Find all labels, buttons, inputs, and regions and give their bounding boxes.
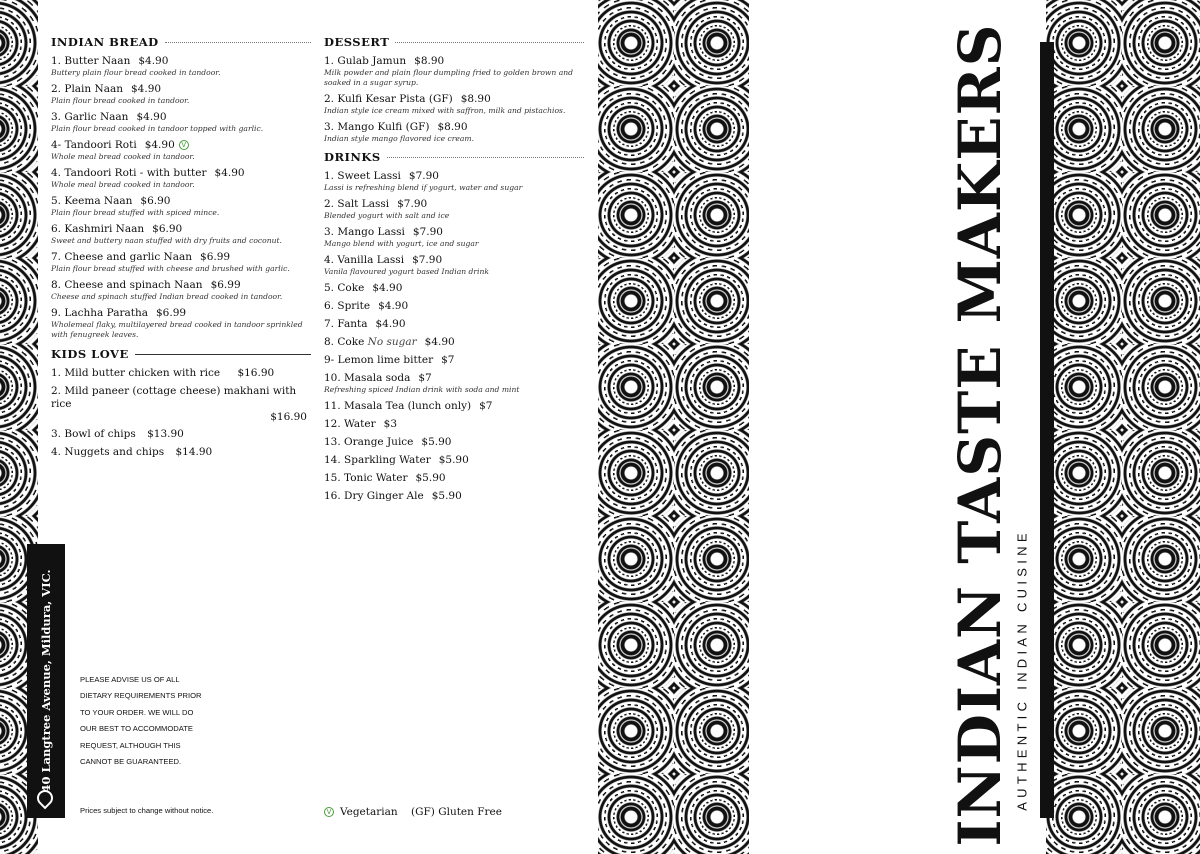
section-header-kids-love: [51, 346, 311, 362]
list-item: [324, 454, 584, 467]
item-name: Water: [344, 418, 376, 430]
item-number: 3.: [324, 121, 335, 133]
item-note: No sugar: [367, 336, 417, 348]
list-item: [324, 354, 584, 367]
item-name: Sparkling Water: [344, 454, 431, 466]
list-item: [324, 336, 584, 349]
item-price: $14.90: [175, 446, 213, 458]
item-description: Buttery plain flour bread cooked in tandoor.: [51, 68, 221, 77]
notice-line: TO YOUR ORDER. WE WILL DO: [80, 707, 194, 717]
item-name: Mild butter chicken with rice: [64, 367, 221, 379]
item-name: Vanilla Lassi: [337, 254, 405, 266]
item-name: Bowl of chips: [64, 428, 136, 440]
item-price: $8.90: [437, 121, 468, 133]
list-item: [51, 195, 311, 218]
item-price: $16.90: [270, 411, 307, 423]
list-item: [51, 111, 311, 134]
item-description: Vanila flavoured yogurt based Indian drink: [324, 267, 489, 276]
dietary-notice: [80, 672, 230, 770]
item-name: Orange Juice: [344, 436, 414, 448]
item-number: 4.: [51, 167, 62, 179]
item-number: 8.: [51, 279, 62, 291]
item-price: $6.90: [140, 195, 171, 207]
section-title: KIDS LOVE: [51, 347, 129, 361]
section-title: DRINKS: [324, 150, 381, 164]
item-description: Mango blend with yogurt, ice and sugar: [324, 239, 479, 248]
item-number: 13.: [324, 436, 341, 448]
item-price: $4.90: [131, 83, 162, 95]
item-name: Cheese and garlic Naan: [64, 251, 193, 263]
list-item: [324, 436, 584, 449]
menu-column-left: [51, 34, 311, 464]
prices-note: Prices subject to change without notice.: [80, 806, 214, 815]
item-name: Sprite: [337, 300, 371, 312]
item-name: Nuggets and chips: [64, 446, 165, 458]
list-item: [324, 198, 584, 221]
item-name: Gulab Jamun: [337, 55, 407, 67]
list-item: [324, 318, 584, 331]
item-name: Garlic Naan: [64, 111, 129, 123]
item-description: Plain flour bread cooked in tandoor.: [51, 96, 190, 105]
list-item: [51, 307, 311, 340]
item-description: Milk powder and plain flour dumpling fried to golden brown and soaked in a sugar syrup.: [324, 68, 573, 87]
item-name: Lemon lime bitter: [337, 354, 434, 366]
item-number: 4.: [51, 446, 62, 458]
dessert-list: [324, 55, 584, 144]
brand-title: INDIAN TASTE MAKERS: [946, 23, 1014, 847]
item-name: Lachha Paratha: [64, 307, 148, 319]
vegetarian-icon: V: [324, 807, 334, 817]
list-item: [324, 418, 584, 431]
item-name: Mild paneer (cottage cheese) makhani with rice: [51, 385, 297, 410]
brand-subtitle-panel: [1010, 520, 1034, 820]
menu-column-middle: [324, 34, 584, 508]
item-price: $13.90: [147, 428, 184, 440]
item-description: Plain flour bread cooked in tandoor topped with garlic.: [51, 124, 264, 133]
item-price: $6.99: [156, 307, 187, 319]
item-number: 1.: [324, 170, 335, 182]
item-number: 4.: [324, 254, 335, 266]
item-number: 1.: [324, 55, 335, 67]
item-price: $4.90: [424, 336, 455, 348]
item-name: Cheese and spinach Naan: [64, 279, 203, 291]
item-number: 9.: [51, 307, 62, 319]
list-item: [324, 55, 584, 88]
list-item: [51, 446, 311, 459]
item-number: 6.: [51, 223, 62, 235]
item-name: Mango Kulfi (GF): [337, 121, 430, 133]
item-description: Refreshing spiced Indian drink with soda and mint: [324, 385, 520, 394]
item-name: Masala Tea (lunch only): [344, 400, 472, 412]
item-description: Plain flour bread stuffed with spiced mince.: [51, 208, 220, 217]
item-price: $6.99: [200, 251, 231, 263]
section-header-dessert: [324, 34, 584, 50]
item-number: 1.: [51, 55, 62, 67]
kids-love-list: [51, 367, 311, 459]
item-name: Tonic Water: [344, 472, 408, 484]
gluten-free-label: (GF) Gluten Free: [411, 806, 502, 818]
item-price: $7.90: [397, 198, 428, 210]
item-number: 2.: [324, 93, 335, 105]
item-price: $4.90: [144, 139, 175, 151]
item-number: 7.: [51, 251, 62, 263]
section-title: DESSERT: [324, 35, 390, 49]
notice-line: PLEASE ADVISE US OF ALL: [80, 675, 180, 684]
item-price: $4.90: [378, 300, 409, 312]
item-price: $6.99: [210, 279, 241, 291]
item-price: $5.90: [438, 454, 469, 466]
item-number: 5.: [51, 195, 62, 207]
lace-pattern-middle: [598, 0, 749, 854]
notice-line: REQUEST, ALTHOUGH THIS: [80, 740, 181, 750]
item-price: $5.90: [415, 472, 446, 484]
item-number: 15.: [324, 472, 341, 484]
notice-line: CANNOT BE GUARANTEED.: [80, 757, 182, 767]
item-name: Sweet Lassi: [337, 170, 401, 182]
item-name: Dry Ginger Ale: [344, 490, 424, 502]
section-rule: [165, 42, 311, 43]
section-rule: [135, 354, 311, 355]
section-title: INDIAN BREAD: [51, 35, 159, 49]
item-number: 2.: [324, 198, 335, 210]
item-name: Plain Naan: [64, 83, 123, 95]
item-price: $5.90: [431, 490, 462, 502]
item-number: 4-: [51, 139, 62, 151]
vegetarian-icon: V: [179, 140, 189, 150]
list-item: [51, 83, 311, 106]
list-item: [324, 282, 584, 295]
section-header-indian-bread: [51, 34, 311, 50]
item-price: $5.90: [421, 436, 452, 448]
item-price: $4.90: [214, 167, 245, 179]
item-number: 5.: [324, 282, 335, 294]
item-price: $4.90: [136, 111, 167, 123]
item-number: 3.: [51, 111, 62, 123]
item-number: 3.: [51, 428, 62, 440]
item-name: Fanta: [337, 318, 368, 330]
item-name: Tandoori Roti - with butter: [64, 167, 207, 179]
section-rule: [395, 42, 584, 43]
item-name: Coke: [337, 282, 365, 294]
list-item: [324, 254, 584, 277]
list-item: [51, 279, 311, 302]
section-rule: [387, 157, 584, 158]
item-number: 12.: [324, 418, 341, 430]
notice-line: DIETARY REQUIREMENTS PRIOR: [80, 691, 202, 701]
decorative-bar: [1040, 42, 1054, 818]
item-name: Salt Lassi: [337, 198, 390, 210]
list-item: [324, 226, 584, 249]
item-name: Mango Lassi: [337, 226, 405, 238]
list-item: [51, 251, 311, 274]
list-item: [324, 300, 584, 313]
item-description: Sweet and buttery naan stuffed with dry fruits and coconut.: [51, 236, 282, 245]
list-item: [51, 55, 311, 78]
item-number: 3.: [324, 226, 335, 238]
item-number: 6.: [324, 300, 335, 312]
item-name: Kulfi Kesar Pista (GF): [337, 93, 453, 105]
item-description: Whole meal bread cooked in tandoor.: [51, 152, 195, 161]
list-item: [51, 428, 311, 441]
item-number: 14.: [324, 454, 341, 466]
item-name: Masala soda: [344, 372, 411, 384]
vegetarian-label: Vegetarian: [340, 806, 398, 818]
item-price: $7.90: [412, 226, 443, 238]
item-price: $8.90: [414, 55, 445, 67]
item-number: 2.: [51, 385, 62, 397]
list-item: [324, 472, 584, 485]
item-number: 11.: [324, 400, 341, 412]
item-description: Blended yogurt with salt and ice: [324, 211, 450, 220]
list-item: [51, 139, 311, 162]
item-price: $8.90: [460, 93, 491, 105]
item-price: $4.90: [138, 55, 169, 67]
item-name: Tandoori Roti: [64, 139, 137, 151]
list-item: [324, 490, 584, 503]
list-item: [51, 367, 311, 380]
item-number: 7.: [324, 318, 335, 330]
item-price: $4.90: [375, 318, 406, 330]
item-number: 16.: [324, 490, 341, 502]
item-price: $7: [441, 354, 455, 366]
address-text: 40 Langtree Avenue, Mildura, VIC.: [39, 569, 53, 793]
list-item: [51, 167, 311, 190]
item-number: 1.: [51, 367, 62, 379]
item-name: Kashmiri Naan: [64, 223, 145, 235]
indian-bread-list: [51, 55, 311, 340]
list-item: [324, 400, 584, 413]
item-number: 10.: [324, 372, 341, 384]
list-item: [324, 93, 584, 116]
item-name: Butter Naan: [64, 55, 131, 67]
item-name: Keema Naan: [64, 195, 133, 207]
item-number: 2.: [51, 83, 62, 95]
item-price: $16.90: [237, 367, 275, 379]
item-price: $7: [479, 400, 493, 412]
brand-subtitle: AUTHENTIC INDIAN CUISINE: [1014, 529, 1030, 811]
list-item: [324, 372, 584, 395]
item-number: 8.: [324, 336, 335, 348]
drinks-list: [324, 170, 584, 503]
item-price: $6.90: [152, 223, 183, 235]
item-description: Indian style ice cream mixed with saffron, milk and pistachios.: [324, 106, 566, 115]
item-description: Plain flour bread stuffed with cheese and brushed with garlic.: [51, 264, 290, 273]
item-description: Indian style mango flavored ice cream.: [324, 134, 475, 143]
menu-legend: [324, 806, 502, 818]
item-price: $4.90: [372, 282, 403, 294]
notice-line: OUR BEST TO ACCOMMODATE: [80, 724, 193, 734]
item-number: 9-: [324, 354, 335, 366]
item-price: $7: [418, 372, 432, 384]
lace-pattern-right: [1046, 0, 1200, 854]
item-description: Wholemeal flaky, multilayered bread cooked in tandoor sprinkled with fenugreek leaves.: [51, 320, 303, 339]
address-panel: [27, 544, 65, 818]
list-item: [324, 170, 584, 193]
item-description: Lassi is refreshing blend if yogurt, water and sugar: [324, 183, 523, 192]
list-item: [51, 223, 311, 246]
section-header-drinks: [324, 149, 584, 165]
item-name: Coke: [337, 336, 365, 348]
list-item: [51, 385, 311, 423]
brand-title-panel: [945, 23, 1015, 847]
list-item: [324, 121, 584, 144]
item-description: Whole meal bread cooked in tandoor.: [51, 180, 195, 189]
item-price: $7.90: [412, 254, 443, 266]
item-price: $3: [383, 418, 398, 430]
item-price: $7.90: [408, 170, 439, 182]
item-description: Cheese and spinach stuffed Indian bread cooked in tandoor.: [51, 292, 283, 301]
